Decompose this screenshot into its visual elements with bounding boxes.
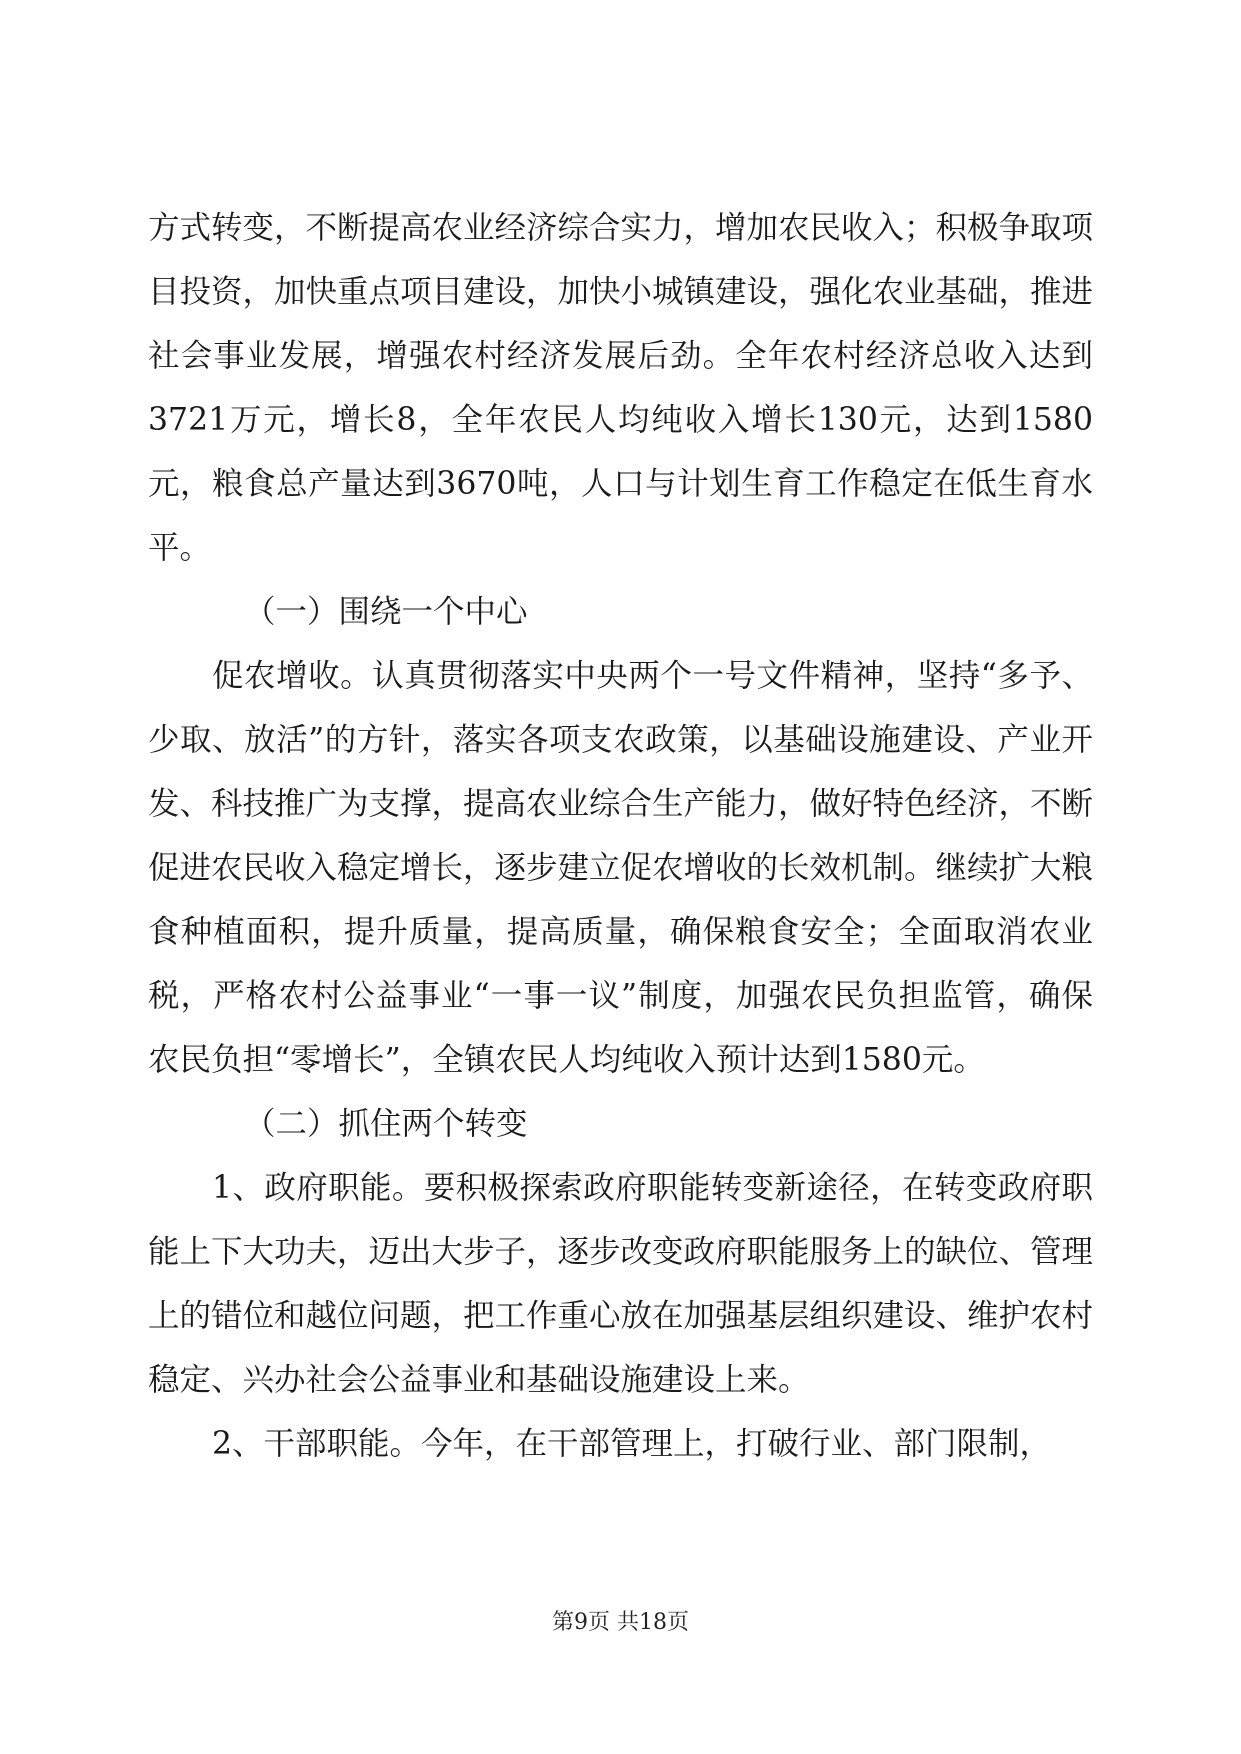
paragraph-promote-income: 促农增收。认真贯彻落实中央两个一号文件精神，坚持“多予、少取、放活”的方针，落实各项支农政策，以基础设施建设、产业开发、科技推广为支撑，提高农业综合生产能力，做好特色经济，不断促进农民收入稳定增长，逐步建立促农增收的长效机制。继续扩大粮食种植面积，提升质量，提高质量，确保粮食安全；全面取消农业税，严格农村公益事业“一事一议”制度，加强农民负担监管，确保农民负担“零增长”，全镇农民人均纯收入预计达到1580元。 — [148, 658, 1094, 1078]
paragraph-government-function: 1、政府职能。要积极探索政府职能转变新途径，在转变政府职能上下大功夫，迈出大步子，逐步改变政府职能服务上的缺位、管理上的错位和越位问题，把工作重心放在加强基层组织建设、维护农村稳定、兴办社会公益事业和基础设施建设上来。 — [148, 1170, 1094, 1398]
paragraph-cadre-function: 2、干部职能。今年，在干部管理上，打破行业、部门限制， — [212, 1426, 1052, 1462]
page-footer: 第9页 共18页 — [552, 1610, 689, 1635]
section-heading-1: （一）围绕一个中心 — [244, 594, 528, 630]
paragraph-continuation: 方式转变，不断提高农业经济综合实力，增加农民收入；积极争取项目投资，加快重点项目建设，加快小城镇建设，强化农业基础，推进社会事业发展，增强农村经济发展后劲。全年农村经济总收入达到3721万元，增长8，全年农民人均纯收入增长130元，达到1580元，粮食总产量达到3670吨，人口与计划生育工作稳定在低生育水平。 — [148, 210, 1094, 566]
document-body — [148, 196, 1093, 1476]
section-heading-2: （二）抓住两个转变 — [244, 1106, 528, 1142]
